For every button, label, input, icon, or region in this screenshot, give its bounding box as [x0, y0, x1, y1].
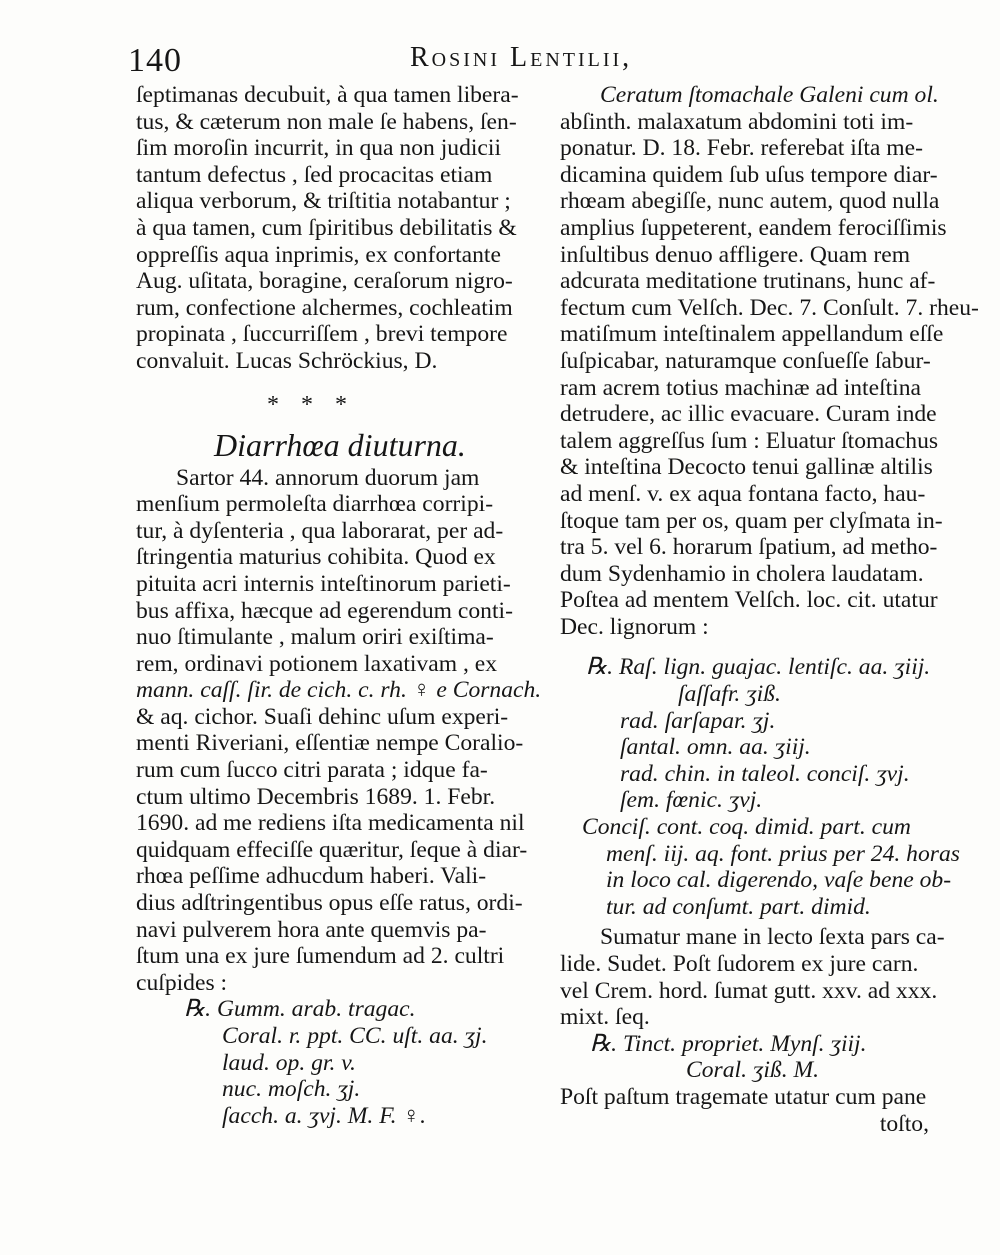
- page-number: 140: [128, 42, 182, 79]
- text-line: Sumatur mane in lecto ſexta pars ca-: [600, 924, 945, 951]
- text-line: tra 5. vel 6. horarum ſpatium, ad metho-: [560, 534, 938, 561]
- running-head: Rosini Lentilii,: [410, 42, 633, 73]
- text-line: rum cum ſucco citri parata ; idque fa-: [136, 757, 488, 784]
- text-line: propinata , ſuccurriſſem , brevi tempore: [136, 321, 508, 348]
- text-line: ad menſ. v. ex aqua fontana facto, hau-: [560, 480, 926, 507]
- text-line: talem aggreſſus ſum : Eluatur ſtomachus: [560, 427, 939, 454]
- text-line: pituita acri internis inteſtinorum parieti-: [136, 570, 511, 597]
- text-line: Aug. uſitata, boragine, ceraſorum nigro-: [136, 268, 513, 295]
- text-line: Poſtea ad mentem Velſch. loc. cit. utatur: [560, 587, 938, 614]
- text-line: dum Sydenhamio in cholera laudatam.: [560, 560, 924, 587]
- text-line: ſeptimanas decubuit, à qua tamen libera-: [136, 82, 519, 108]
- text-line: ſtringentia maturius cohibita. Quod ex: [136, 544, 496, 571]
- text-line: detrudere, ac illic evacuare. Curam inde: [560, 401, 937, 428]
- text-line: ram acrem totius machinæ ad inteſtina: [560, 374, 922, 401]
- text-line: Poſt paſtum tragemate utatur cum pane: [560, 1083, 927, 1110]
- recipe-line: ℞. Gumm. arab. tragac.: [184, 996, 416, 1023]
- section-title: Diarrhœa diuturna.: [214, 426, 466, 463]
- text-line: abſinth. malaxatum abdomini toti im-: [560, 108, 914, 135]
- text-line: dicamina quidem ſub uſus tempore diar-: [560, 161, 938, 188]
- recipe-line: rad. ſarſapar. ʒj.: [620, 707, 776, 734]
- text-line: menti Riveriani, eſſentiæ nempe Coralio-: [136, 730, 524, 757]
- text-line: à qua tamen, cum ſpiritibus debilitatis &: [136, 214, 517, 241]
- closing-paragraph: [560, 1084, 935, 1137]
- recipe-block-1: [136, 996, 536, 1129]
- text-line: rem, ordinavi potionem laxativam , ex: [136, 650, 498, 677]
- right-paragraph-1: [560, 82, 979, 640]
- recipe-block-3: [560, 1031, 935, 1084]
- text-line: tantum defectus , ſed procacitas etiam: [136, 161, 493, 188]
- left-column: [136, 82, 542, 1129]
- text-line: fectum cum Velſch. Dec. 7. Conſult. 7. rheu-: [560, 294, 979, 321]
- text-line: amplius ſuppeterent, eandem ferociſſimis: [560, 214, 947, 241]
- text-line: tus, & cæterum non male ſe habens, ſen-: [136, 108, 517, 135]
- text-line: convaluit. Lucas Schröckius, D.: [136, 347, 438, 374]
- recipe-line: ſantal. omn. aa. ʒiij.: [620, 734, 811, 761]
- recipe-line: nuc. moſch. ʒj.: [222, 1076, 361, 1103]
- text-line: oppreſſis aqua inprimis, ex confortante: [136, 241, 501, 268]
- text-line: ſtum una ex jure ſumendum ad 2. cultri: [136, 943, 505, 970]
- instruction-line: in loco cal. digerendo, vaſe bene ob-: [606, 867, 952, 894]
- text-line: rum, confectione alchermes, cochleatim: [136, 294, 513, 321]
- text-line: ſim moroſin incurrit, in qua non judicii: [136, 135, 502, 162]
- text-line: Sartor 44. annorum duorum jam: [176, 464, 480, 491]
- text-line: ponatur. D. 18. Febr. referebat iſta me-: [560, 135, 923, 162]
- right-column: [560, 82, 979, 1137]
- text-line: inſultibus denuo affligere. Quam rem: [560, 241, 911, 268]
- text-line: & inteſtina Decocto tenui gallinæ altilis: [560, 454, 933, 481]
- text-line: rhœam abegiſſe, nunc autem, quod nulla: [560, 188, 940, 215]
- text-line: rhœa peſſime adhucdum haberi. Vali-: [136, 863, 487, 890]
- section-ornament: * * *: [267, 391, 355, 418]
- instructions-block: [560, 814, 960, 920]
- text-line: navi pulverem hora ante quemvis pa-: [136, 916, 487, 943]
- text-line: bus affixa, hæcque ad egerendum conti-: [136, 597, 513, 624]
- instruction-line: Conciſ. cont. coq. dimid. part. cum: [582, 814, 911, 841]
- text-line: cuſpides :: [136, 969, 228, 996]
- text-line: dius adſtringentibus opus eſſe ratus, ordi-: [136, 890, 523, 917]
- text-line: Ceratum ſtomachale Galeni cum ol.: [600, 82, 939, 108]
- left-paragraph-1: [136, 82, 536, 375]
- left-paragraph-2: [136, 464, 542, 997]
- text-line: matiſmum inteſtinalem appellandum eſſe: [560, 321, 944, 348]
- text-line: & aq. cichor. Suaſi dehinc uſum experi-: [136, 703, 509, 730]
- text-line: mann. caſſ. ſir. de cich. c. rh. ♀ e Cornach.: [136, 677, 542, 704]
- text-line: ſtoque tam per os, quam per clyſmata in-: [560, 507, 943, 534]
- recipe-line: ℞. Raſ. lign. guajac. lentiſc. aa. ʒiij.: [586, 654, 931, 681]
- text-line: tur, à dyſenteria , qua laborarat, per ad-: [136, 517, 504, 544]
- text-line: menſium permoleſta diarrhœa corripi-: [136, 491, 494, 518]
- text-line: 1690. ad me rediens iſta medicamenta nil: [136, 810, 525, 837]
- recipe-line: ſem. fœnic. ʒvj.: [620, 787, 763, 814]
- text-line: ſuſpicabar, naturamque conſueſſe ſabur-: [560, 347, 931, 374]
- text-line: vel Crem. hord. ſumat gutt. xxv. ad xxx.: [560, 977, 938, 1004]
- right-paragraph-2: [560, 924, 945, 1031]
- text-line: quidquam effeciſſe quæritur, ſeque à diar-: [136, 836, 528, 863]
- recipe-line: rad. chin. in taleol. conciſ. ʒvj.: [620, 760, 910, 787]
- instruction-line: menſ. iij. aq. font. prius per 24. horas: [606, 840, 960, 867]
- instruction-line: tur. ad conſumt. part. dimid.: [606, 893, 871, 920]
- recipe-line: ſacch. a. ʒvj. M. F. ♀.: [222, 1102, 426, 1129]
- text-line: toſto,: [879, 1110, 929, 1137]
- recipe-line: ℞. Tinct. propriet. Mynſ. ʒiij.: [590, 1030, 867, 1057]
- text-line: Dec. lignorum :: [560, 613, 709, 640]
- text-line: lide. Sudet. Poſt ſudorem ex jure carn.: [560, 951, 919, 977]
- text-line: mixt. ſeq.: [560, 1004, 650, 1031]
- text-line: nuo ſtimulante , malum oriri exiſtima-: [136, 624, 494, 651]
- text-line: adcurata meditatione trutinans, hunc af-: [560, 268, 936, 295]
- recipe-line: laud. op. gr. v.: [222, 1049, 356, 1076]
- text-line: aliqua verborum, & triſtitia notabantur ;: [136, 188, 511, 215]
- recipe-line: Coral. ʒiß. M.: [686, 1057, 820, 1084]
- recipe-line: Coral. r. ppt. CC. uſt. aa. ʒj.: [222, 1023, 488, 1049]
- text-line: ctum ultimo Decembris 1689. 1. Febr.: [136, 783, 496, 810]
- recipe-block-2: [560, 654, 935, 814]
- recipe-line: ſaſſafr. ʒiß.: [678, 681, 781, 708]
